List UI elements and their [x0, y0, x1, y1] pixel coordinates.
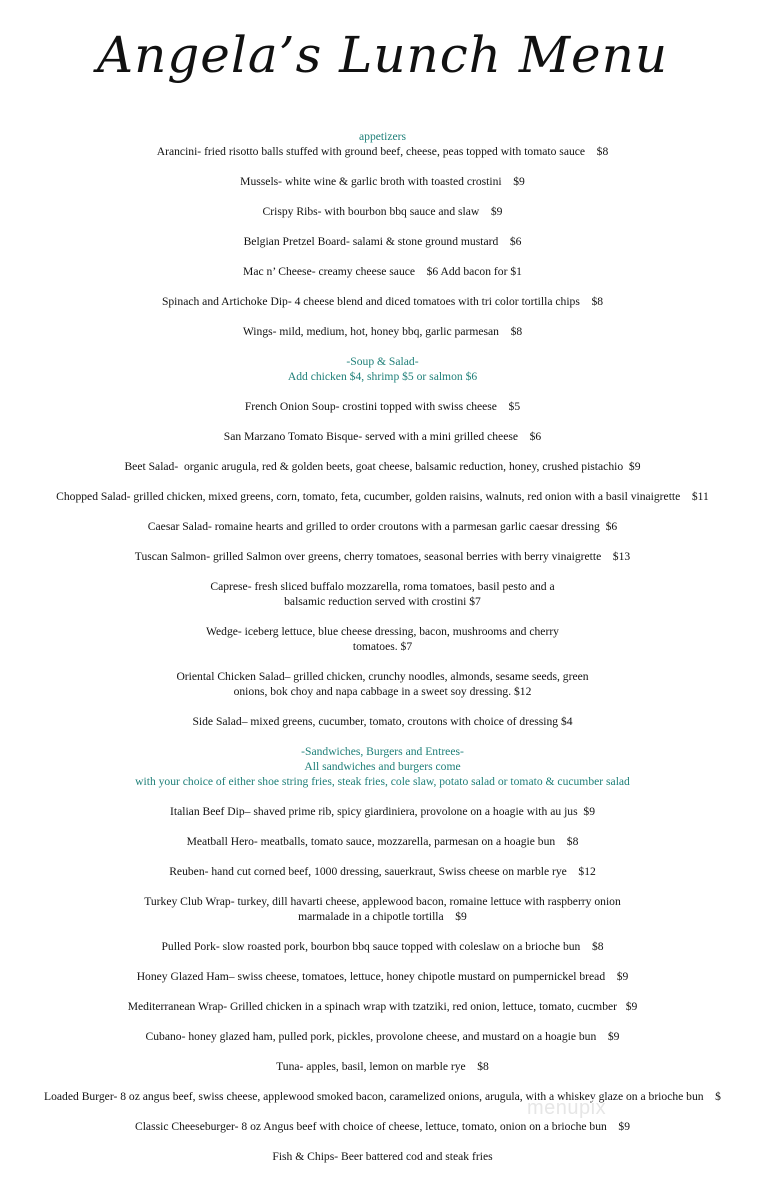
spacer-line — [0, 729, 765, 744]
spacer-line — [0, 789, 765, 804]
spacer-line — [0, 189, 765, 204]
spacer-line — [0, 879, 765, 894]
spacer-line — [0, 534, 765, 549]
menu-item-line: tomatoes. $7 — [352, 640, 413, 653]
menu-item-line: Oriental Chicken Salad– grilled chicken, crunchy noodles, almonds, sesame seeds, green — [176, 670, 589, 683]
menu-item-line: onions, bok choy and napa cabbage in a sweet soy dressing. $12 — [233, 685, 532, 698]
menu-item-line: Belgian Pretzel Board- salami & stone ground mustard $6 — [243, 235, 522, 248]
spacer-line — [0, 1104, 765, 1119]
spacer-line — [0, 444, 765, 459]
spacer-line — [0, 849, 765, 864]
spacer-line — [0, 384, 765, 399]
spacer-line — [0, 924, 765, 939]
menu-item-line: marmalade in a chipotle tortilla $9 — [298, 910, 467, 923]
menu-item-line: Honey Glazed Ham– swiss cheese, tomatoes, lettuce, honey chipotle mustard on pumpernickel bread $9 — [136, 970, 629, 983]
menu-item-line: Spinach and Artichoke Dip- 4 cheese blend and diced tomatoes with tri color tortilla chips $8 — [161, 295, 604, 308]
menu-item-line: Meatball Hero- meatballs, tomato sauce, mozzarella, parmesan on a hoagie bun $8 — [186, 835, 579, 848]
spacer-line — [0, 219, 765, 234]
menu-item-line: Loaded Burger- 8 oz angus beef, swiss cheese, applewood smoked bacon, caramelized onions, arugula, with a whiskey glaze on a brioche bun $ — [44, 1090, 721, 1103]
menu-item-line: Wedge- iceberg lettuce, blue cheese dressing, bacon, mushrooms and cherry — [206, 625, 559, 638]
section-heading: with your choice of either shoe string fries, steak fries, cole slaw, potato salad or tomato & cucumber salad — [135, 775, 630, 788]
menu-item-line: Side Salad– mixed greens, cucumber, tomato, croutons with choice of dressing $4 — [192, 715, 573, 728]
menu-item-line: Wings- mild, medium, hot, honey bbq, garlic parmesan $8 — [242, 325, 523, 338]
spacer-line — [0, 699, 765, 714]
menu-item-line: balsamic reduction served with crostini $7 — [284, 595, 481, 608]
spacer-line — [0, 339, 765, 354]
section-heading: appetizers — [359, 130, 406, 143]
menu-item-line: Crispy Ribs- with bourbon bbq sauce and slaw $9 — [262, 205, 503, 218]
menu-item-line: Caesar Salad- romaine hearts and grilled to order croutons with a parmesan garlic caesar dressing $6 — [147, 520, 618, 533]
section-heading: -Soup & Salad- — [346, 355, 419, 368]
spacer-line — [0, 1074, 765, 1089]
menu-item-line: Tuna- apples, basil, lemon on marble rye $8 — [276, 1060, 489, 1073]
spacer-line — [0, 309, 765, 324]
spacer-line — [0, 984, 765, 999]
spacer-line — [0, 609, 765, 624]
menu-item-line: Beet Salad- organic arugula, red & golden beets, goat cheese, balsamic reduction, honey, crushed pistachio $9 — [124, 460, 641, 473]
menu-body — [0, 129, 765, 1164]
spacer-line — [0, 474, 765, 489]
menu-item-line: Arancini- fried risotto balls stuffed with ground beef, cheese, peas topped with tomato sauce $8 — [156, 145, 609, 158]
spacer-line — [0, 249, 765, 264]
spacer-line — [0, 504, 765, 519]
menu-item-line: San Marzano Tomato Bisque- served with a mini grilled cheese $6 — [223, 430, 542, 443]
menu-item-line: Tuscan Salmon- grilled Salmon over greens, cherry tomatoes, seasonal berries with berry vinaigrette $13 — [134, 550, 631, 563]
spacer-line — [0, 279, 765, 294]
spacer-line — [0, 654, 765, 669]
spacer-line — [0, 1044, 765, 1059]
menu-item-line: Classic Cheeseburger- 8 oz Angus beef with choice of cheese, lettuce, tomato, onion on a brioche bun $9 — [134, 1120, 631, 1133]
menu-item-line: Mac n’ Cheese- creamy cheese sauce $6 Add bacon for $1 — [243, 265, 522, 278]
spacer-line — [0, 564, 765, 579]
menu-item-line: Reuben- hand cut corned beef, 1000 dressing, sauerkraut, Swiss cheese on marble rye $12 — [169, 865, 596, 878]
section-heading: Add chicken $4, shrimp $5 or salmon $6 — [287, 370, 478, 383]
spacer-line — [0, 159, 765, 174]
spacer-line — [0, 954, 765, 969]
page-title: Angela’s Lunch Menu — [96, 26, 669, 84]
spacer-line — [0, 1014, 765, 1029]
menu-item-line: Cubano- honey glazed ham, pulled pork, pickles, provolone cheese, and mustard on a hoagie bun $9 — [145, 1030, 620, 1043]
watermark-text: menupix — [527, 1097, 607, 1119]
spacer-line — [0, 819, 765, 834]
spacer-line — [0, 414, 765, 429]
spacer-line — [0, 1134, 765, 1149]
section-heading: -Sandwiches, Burgers and Entrees- — [301, 745, 464, 758]
section-heading: All sandwiches and burgers come — [304, 760, 461, 773]
menu-item-line: Mediterranean Wrap- Grilled chicken in a spinach wrap with tzatziki, red onion, lettuce, tomato, cucmber $9 — [127, 1000, 638, 1013]
menu-item-line: Italian Beef Dip– shaved prime rib, spicy giardiniera, provolone on a hoagie with au jus $9 — [170, 805, 595, 818]
menu-item-line: Fish & Chips- Beer battered cod and steak fries — [272, 1150, 493, 1163]
menu-item-line: Mussels- white wine & garlic broth with toasted crostini $9 — [240, 175, 525, 188]
menu-item-line: Caprese- fresh sliced buffalo mozzarella, roma tomatoes, basil pesto and a — [210, 580, 555, 593]
menu-item-line: Pulled Pork- slow roasted pork, bourbon bbq sauce topped with coleslaw on a brioche bun $8 — [161, 940, 604, 953]
menu-item-line: Turkey Club Wrap- turkey, dill havarti cheese, applewood bacon, romaine lettuce with raspberry onion — [144, 895, 621, 908]
menu-item-line: Chopped Salad- grilled chicken, mixed greens, corn, tomato, feta, cucumber, golden raisins, walnuts, red onion with a basil vinaigrette $11 — [56, 490, 709, 503]
menu-item-line: French Onion Soup- crostini topped with swiss cheese $5 — [244, 400, 521, 413]
